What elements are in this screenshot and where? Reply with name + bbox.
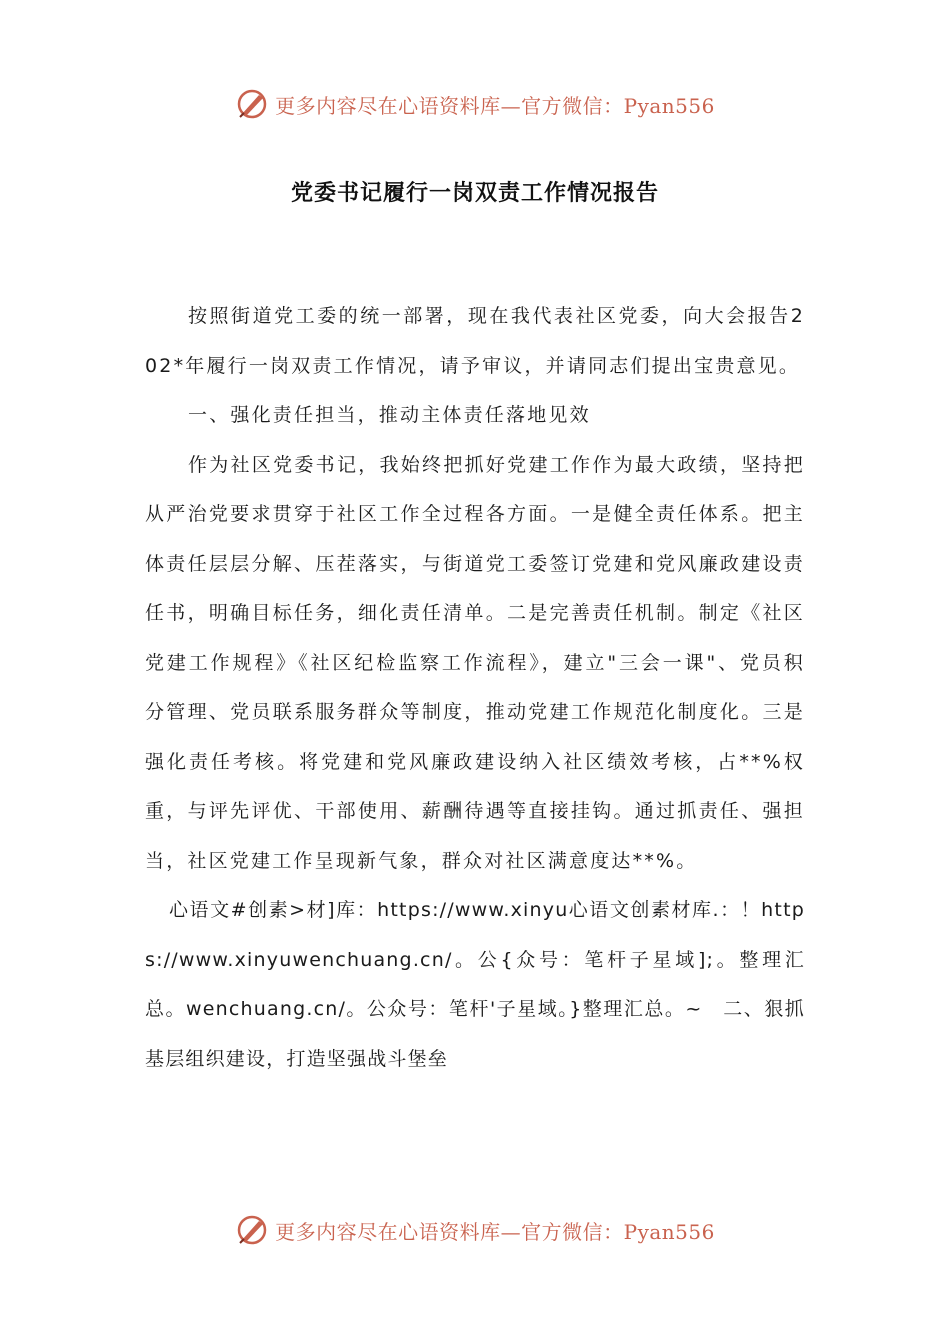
pen-logo-icon bbox=[235, 1213, 269, 1247]
paragraph-watermark-noise: 心语文#创素>材]库：https://www.xinyu心语文创素材库.：！https://www.xinyuwenchuang.cn/。公{众号：笔杆子星域];。整理汇总。wenchuang.cn/。公众号：笔杆'子星域。}整理汇总。~ 二、狠抓基层组织建设，打造坚强战斗堡垒 bbox=[145, 899, 805, 1070]
paragraph-intro: 按照街道党工委的统一部署，现在我代表社区党委，向大会报告202*年履行一岗双责工作情况，请予审议，并请同志们提出宝贵意见。 bbox=[145, 305, 805, 377]
watermark-text: 更多内容尽在心语资料库—官方微信：Pyan556 bbox=[275, 1219, 715, 1244]
watermark-footer bbox=[0, 1210, 950, 1250]
document-title: 党委书记履行一岗双责工作情况报告 bbox=[290, 180, 659, 206]
pen-logo-icon bbox=[235, 87, 269, 121]
watermark-text: 更多内容尽在心语资料库—官方微信：Pyan556 bbox=[275, 93, 715, 118]
watermark-header bbox=[0, 84, 950, 124]
paragraph-section-1: 作为社区党委书记，我始终把抓好党建工作作为最大政绩，坚持把从严治党要求贯穿于社区工作全过程各方面。一是健全责任体系。把主体责任层层分解、压茬落实，与街道党工委签订党建和党风廉政建设责任书，明确目标任务，细化责任清单。二是完善责任机制。制定《社区党建工作规程》《社区纪检监察工作流程》，建立"三会一课"、党员积分管理、党员联系服务群众等制度，推动党建工作规范化制度化。三是强化责任考核。将党建和党风廉政建设纳入社区绩效考核，占**%权重，与评先评优、干部使用、薪酬待遇等直接挂钩。通过抓责任、强担当，社区党建工作呈现新气象，群众对社区满意度达**%。 bbox=[145, 453, 805, 872]
section-heading-1: 一、强化责任担当，推动主体责任落地见效 bbox=[188, 404, 591, 426]
document-body bbox=[145, 292, 805, 1084]
